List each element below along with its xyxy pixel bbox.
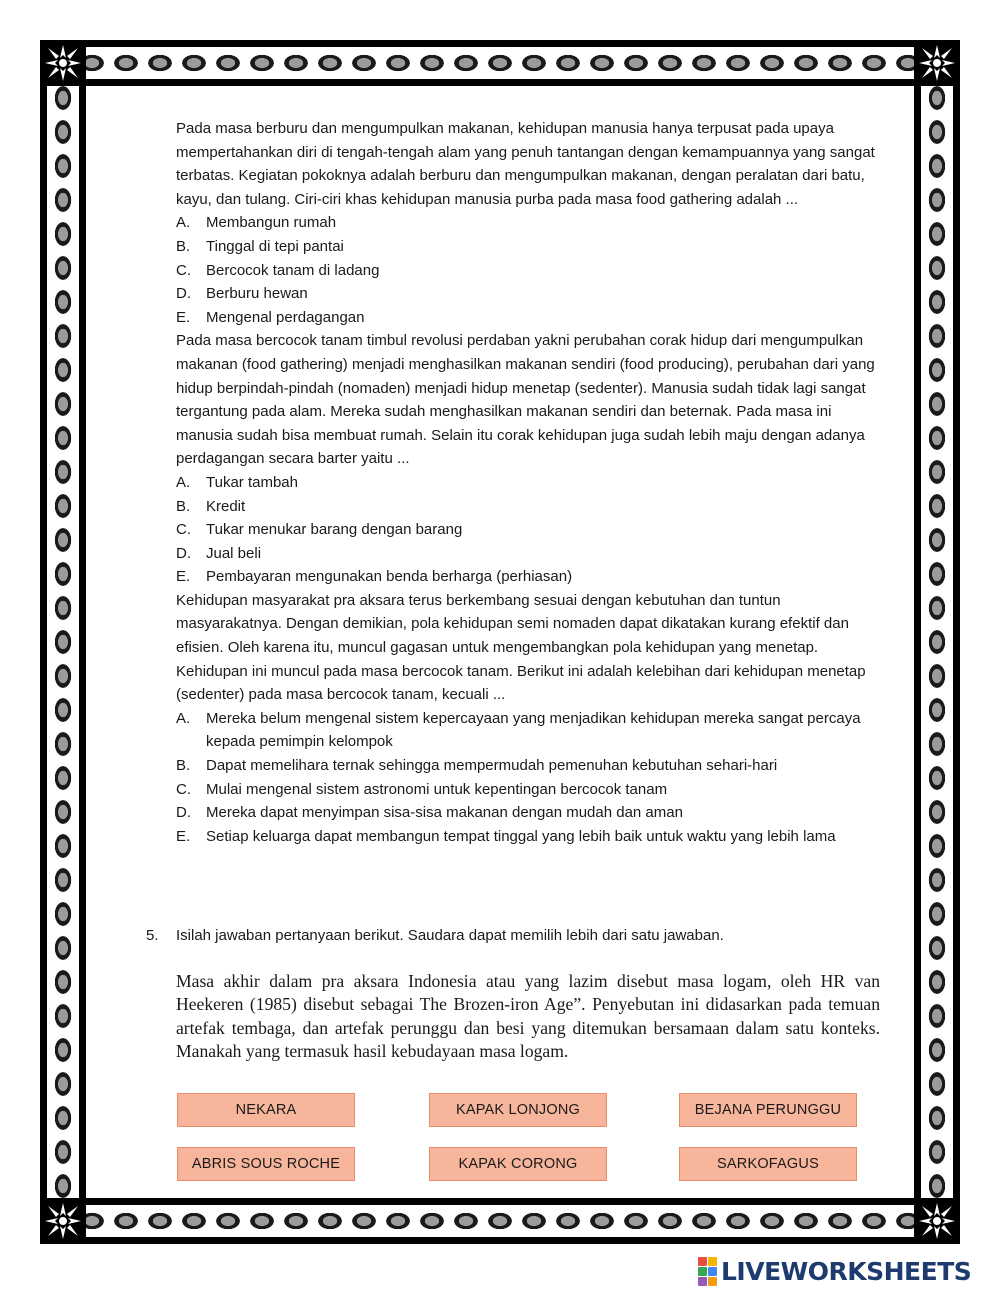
option-item: C. Bercocok tanam di ladang xyxy=(176,261,380,279)
answer-choice-kapak-corong[interactable]: KAPAK CORONG xyxy=(429,1147,607,1181)
option-item: E. Pembayaran mengunakan benda berharga (perhiasan) xyxy=(176,568,573,586)
question-5-instruction-text: Isilah jawaban pertanyaan berikut. Saudara dapat memilih lebih dari satu jawaban. xyxy=(176,927,724,944)
frame-bottom-border xyxy=(40,1198,960,1244)
option-item: C. Tukar menukar barang dengan barang xyxy=(176,521,463,539)
frame-corner-ornament-icon xyxy=(40,1198,86,1244)
answer-choice-bejana-perunggu[interactable]: BEJANA PERUNGGU xyxy=(679,1093,857,1127)
question-5-passage: Masa akhir dalam pra aksara Indonesia atau yang lazim disebut masa logam, oleh HR van Heekeren (1985) disebut sebagai The Brozen-iron Age”. Penyebutan ini didasarkan pada temuan artefak tembaga, dan artefak perunggu dan besi yang ditemukan bersamaan dalam satu konteks. Manakah yang termasuk hasil kebudayaan masa logam. xyxy=(176,971,880,1062)
option-item: D. Jual beli xyxy=(176,544,262,562)
option-item: A. Mereka belum mengenal sistem kepercayaan yang menjadikan kehidupan mereka sangat percaya kepada pemimpin kelompok xyxy=(176,709,861,751)
option-item: E. Mengenal perdagangan xyxy=(176,308,365,326)
question-c-options xyxy=(176,707,888,849)
frame-corner-ornament-icon xyxy=(40,40,86,86)
option-item: E. Setiap keluarga dapat membangun tempat tinggal yang lebih baik untuk waktu yang lebih lama xyxy=(176,827,836,845)
answer-choice-nekara[interactable]: NEKARA xyxy=(177,1093,355,1127)
question-b-options xyxy=(176,471,888,589)
question-a-stem: Pada masa berburu dan mengumpulkan makanan, kehidupan manusia hanya terpusat pada upaya mempertahankan diri di tengah-tengah alam yang penuh tantangan dengan kemampuannya yang sangat terbatas. Kegiatan pokoknya adalah berburu dan mengumpulkan makanan, dengan peralatan dari batu, kayu, dan tulang. Ciri-ciri khas kehidupan manusia purba pada masa food gathering adalah ... xyxy=(176,120,875,208)
frame-right-border xyxy=(914,40,960,1244)
frame-left-border xyxy=(40,40,86,1244)
option-item: D. Mereka dapat menyimpan sisa-sisa makanan dengan mudah dan aman xyxy=(176,804,683,822)
frame-corner-ornament-icon xyxy=(914,40,960,86)
liveworksheets-logo xyxy=(698,1256,971,1286)
question-number: 5. xyxy=(146,927,159,944)
option-item: B. Dapat memelihara ternak sehingga mempermudah pemenuhan kebutuhan sehari-hari xyxy=(176,757,778,775)
option-item: B. Tinggal di tepi pantai xyxy=(176,237,344,255)
worksheet-content xyxy=(176,117,888,848)
question-b-stem: Pada masa bercocok tanam timbul revolusi perdaban yakni perubahan corak hidup dari mengumpulkan makanan (food gathering) menjadi menghasilkan makanan sendiri (food producing), perubahan dari yang hidup berpindah-pindah (nomaden) menjadi hidup menetap (sedenter). Manusia sudah tidak lagi sangat tergantung pada alam. Mereka sudah menghasilkan makanan sendiri dan beternak. Pada masa ini manusia sudah bisa membuat rumah. Selain itu corak kehidupan juga sudah lebih maju dengan adanya perdagangan secara barter yaitu ... xyxy=(176,332,875,468)
option-item: D. Berburu hewan xyxy=(176,285,308,303)
logo-text: LIVEWORKSHEETS xyxy=(721,1256,972,1286)
question-5-instruction xyxy=(146,924,886,948)
option-item: A. Tukar tambah xyxy=(176,473,298,491)
option-item: C. Mulai mengenal sistem astronomi untuk kepentingan bercocok tanam xyxy=(176,780,668,798)
answer-choice-kapak-lonjong[interactable]: KAPAK LONJONG xyxy=(429,1093,607,1127)
option-item: A. Membangun rumah xyxy=(176,214,337,232)
answer-choice-abris-sous-roche[interactable]: ABRIS SOUS ROCHE xyxy=(177,1147,355,1181)
frame-top-border xyxy=(40,40,960,86)
option-item: B. Kredit xyxy=(176,497,246,515)
question-a-options xyxy=(176,211,888,329)
question-c-stem: Kehidupan masyarakat pra aksara terus berkembang sesuai dengan kebutuhan dan tuntun masyarakatnya. Dengan demikian, pola kehidupan semi nomaden dapat dikatakan kurang efektif dan efisien. Oleh karena itu, muncul gagasan untuk mengembangkan pola kehidupan yang menetap. Kehidupan ini muncul pada masa bercocok tanam. Berikut ini adalah kelebihan dari kehidupan menetap (sedenter) pada masa bercocok tanam, kecuali ... xyxy=(176,591,866,704)
frame-corner-ornament-icon xyxy=(914,1198,960,1244)
logo-squares-icon xyxy=(698,1257,717,1286)
answer-choice-sarkofagus[interactable]: SARKOFAGUS xyxy=(679,1147,857,1181)
